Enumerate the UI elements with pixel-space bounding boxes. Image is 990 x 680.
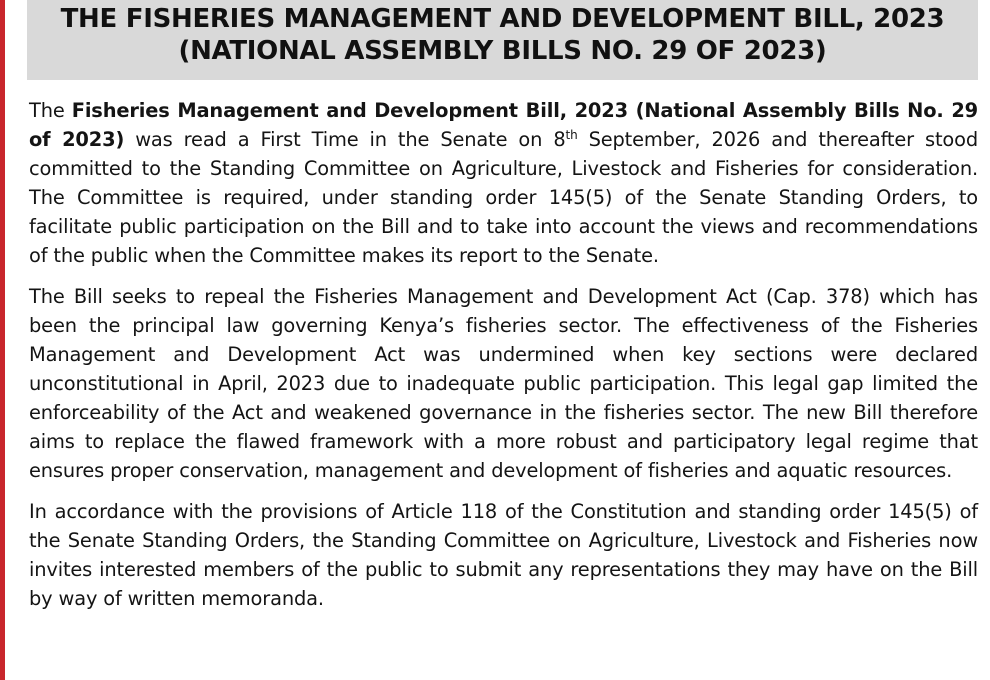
notice-body — [29, 96, 978, 625]
notice-title-line-1: THE FISHERIES MANAGEMENT AND DEVELOPMENT BILL, 2023 — [60, 4, 945, 34]
paragraph-lead: The — [29, 99, 65, 122]
committal-text-b: September, 2026 and thereafter stood committed to the Standing Committee on Agriculture, Livestock and Fisheries for consideration. The Committee is required, under standing order 145(5) of the Senate Standing Orders, to facilitate public participation on the Bill and to take into account the views and recommendations of the public when the Committee makes its report to the Senate. — [29, 128, 979, 267]
paragraph-invitation: In accordance with the provisions of Article 118 of the Constitution and standing order 145(5) of the Senate Standing Orders, the Standing Committee on Agriculture, Livestock and Fisheries now invites interested members of the public to submit any representations they may have on the Bill by way of written memoranda. — [29, 500, 978, 610]
notice-title-line-2: (NATIONAL ASSEMBLY BILLS NO. 29 OF 2023) — [178, 36, 827, 66]
paragraph-purpose: The Bill seeks to repeal the Fisheries Management and Development Act (Cap. 378) which has been the principal law governing Kenya’s fisheries sector. The effectiveness of the Fisheries Management and Development Act was undermined when key sections were declared unconstitutional in April, 2023 due to inadequate public participation. This legal gap limited the enforceability of the Act and weakened governance in the fisheries sector. The new Bill therefore aims to replace the flawed framework with a more robust and participatory legal regime that ensures proper conservation, management and development of fisheries and aquatic resources. — [29, 285, 978, 482]
left-accent-rule — [0, 0, 5, 680]
bill-name: Fisheries Management and Development Bill, 2023 (National Assembly Bills No. 29 of 2023) — [29, 99, 979, 151]
notice-title-band — [27, 0, 978, 80]
paragraph-committal — [29, 96, 978, 270]
date-ordinal-suffix: th — [565, 128, 578, 142]
committal-text-a: was read a First Time in the Senate on 8 — [135, 128, 566, 151]
